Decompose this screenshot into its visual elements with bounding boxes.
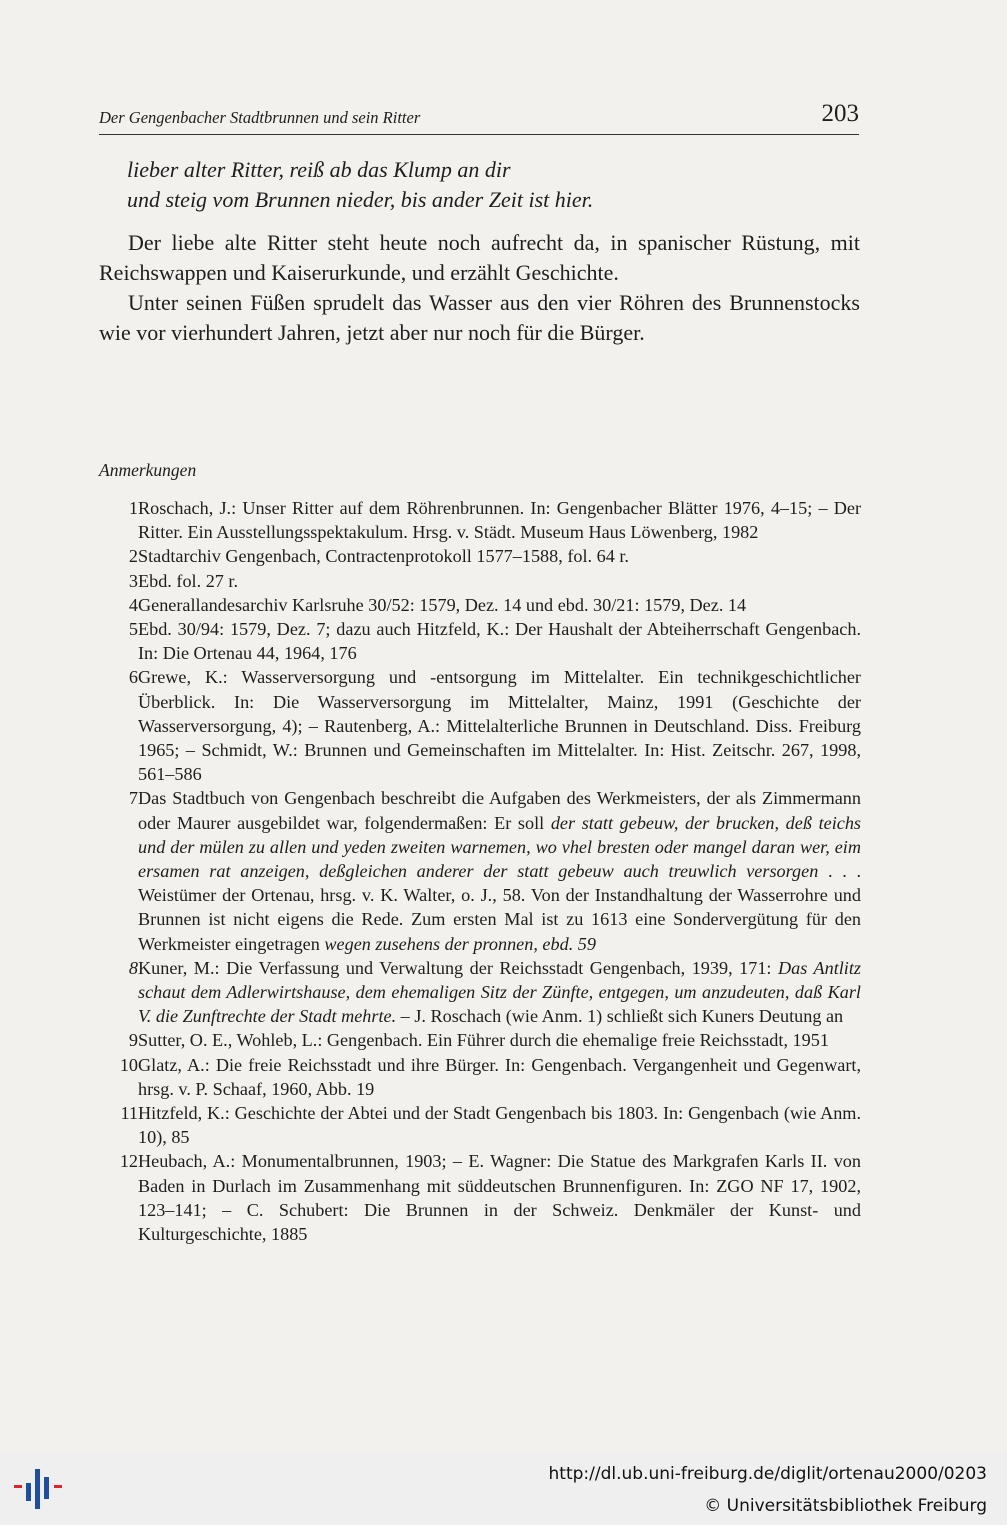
note-segment: Hitzfeld, K.: Geschichte der Abtei und der Stadt Gengenbach bis 1803. In: Gengenbach (wie Anm. 10), 85 xyxy=(138,1103,861,1148)
note-text xyxy=(138,1101,861,1149)
note-item xyxy=(99,1101,861,1149)
note-quote: Das Antlitz schaut dem Adlerwirtshause, dem ehemaligen Sitz der Zünfte, entgegen, um anzudeuten, daß Karl V. die Zunftrechte der Stadt mehrte. xyxy=(138,957,861,1027)
note-segment: Heubach, A.: Monumentalbrunnen, 1903; – E. Wagner: Die Statue des Markgrafen Karls II. von Baden in Durlach im Zusammenhang mit süddeutschen Brunnenfiguren. In: ZGO NF 17, 1902, 123–141; – C. Schubert: Die Brunnen in der Schweiz. Denkmäler der Kunst- und Kulturgeschichte, 1885 xyxy=(138,1151,861,1245)
note-segment: Glatz, A.: Die freie Reichsstadt und ihre Bürger. In: Gengenbach. Vergangenheit und Gegenwart, hrsg. v. P. Schaaf, 1960, Abb. 19 xyxy=(138,1054,861,1099)
note-item xyxy=(99,1028,861,1052)
note-segment: Ebd. 30/94: 1579, Dez. 7; dazu auch Hitzfeld, K.: Der Haushalt der Abteiherrschaft Gengenbach. In: Die Ortenau 44, 1964, 176 xyxy=(138,619,861,664)
note-text xyxy=(138,544,861,568)
running-head xyxy=(99,100,859,135)
note-number: 1 xyxy=(128,498,138,518)
note-number: 9 xyxy=(128,1030,138,1051)
verse-quote xyxy=(127,155,593,215)
note-number: 5 xyxy=(128,619,138,640)
note-text xyxy=(138,1149,861,1246)
notes-list xyxy=(99,496,861,1246)
note-number: 4 xyxy=(128,594,138,615)
note-item xyxy=(99,956,861,1029)
ub-freiburg-logo-icon[interactable] xyxy=(12,1465,64,1513)
note-segment: Sutter, O. E., Wohleb, L.: Gengenbach. Ein Führer durch die ehemalige freie Reichsstadt, 1951 xyxy=(138,1030,829,1051)
verse-line: lieber alter Ritter, reiß ab das Klump an dir xyxy=(127,157,511,182)
running-title: Der Gengenbacher Stadtbrunnen und sein Ritter xyxy=(99,108,421,127)
note-item xyxy=(99,786,861,955)
note-item xyxy=(99,1053,861,1101)
note-number: 10 xyxy=(119,1054,138,1075)
source-url-link[interactable]: http://dl.ub.uni-freiburg.de/diglit/ortenau2000/0203 xyxy=(548,1464,987,1484)
note-number: 3 xyxy=(128,570,138,591)
page-number: 203 xyxy=(821,100,859,127)
body-text xyxy=(99,228,860,348)
note-item xyxy=(99,617,861,665)
note-number: 11 xyxy=(120,1103,138,1124)
note-text xyxy=(138,956,861,1029)
note-text xyxy=(138,496,861,544)
note-segment: Ebd. fol. 27 r. xyxy=(138,570,239,591)
body-paragraph: Der liebe alte Ritter steht heute noch aufrecht da, in spanischer Rüstung, mit Reichswappen und Kaiserurkunde, und erzählt Geschichte. xyxy=(99,230,860,285)
verse-line: und steig vom Brunnen nieder, bis ander Zeit ist hier. xyxy=(127,187,594,212)
note-number: 2 xyxy=(128,546,138,567)
note-item xyxy=(99,665,861,786)
footer-bar xyxy=(0,1452,1007,1525)
note-text xyxy=(138,617,861,665)
note-quote: wegen zusehens der pronnen, ebd. 59 xyxy=(324,933,596,954)
notes-heading: Anmerkungen xyxy=(99,460,197,480)
note-segment: Das Stadtbuch von Gengenbach beschreibt die Aufgaben des Werkmeisters, der als Zimmermann oder Maurer ausgebildet war, folgendermaßen: Er soll xyxy=(138,788,861,833)
note-segment: . . . Weistümer der Ortenau, hrsg. v. K. Walter, o. J., 58. Von der Instandhaltung der Wasserrohre und Brunnen ist nicht eigens die Rede. Zum ersten Mal ist zu 1613 eine Sondervergütung für den Werkmeister eingetragen xyxy=(138,861,862,954)
note-item xyxy=(99,496,861,544)
copyright-notice: © Universitätsbibliothek Freiburg xyxy=(704,1496,987,1516)
note-item xyxy=(99,593,861,617)
note-item xyxy=(99,1149,861,1246)
note-text xyxy=(138,665,861,786)
body-paragraph: Unter seinen Füßen sprudelt das Wasser aus den vier Röhren des Brunnenstocks wie vor vierhundert Jahren, jetzt aber nur noch für die Bürger. xyxy=(99,290,860,345)
note-segment: Generallandesarchiv Karlsruhe 30/52: 1579, Dez. 14 und ebd. 30/21: 1579, Dez. 14 xyxy=(138,594,747,615)
note-text xyxy=(138,1053,861,1101)
note-segment: Stadtarchiv Gengenbach, Contractenprotokoll 1577–1588, fol. 64 r. xyxy=(138,546,629,567)
note-number: 7 xyxy=(128,788,138,809)
note-item xyxy=(99,569,861,593)
note-item xyxy=(99,544,861,568)
note-number: 8 xyxy=(128,957,138,978)
note-text xyxy=(138,1028,861,1052)
note-text xyxy=(138,569,861,593)
note-segment: – J. Roschach (wie Anm. 1) schließt sich Kuners Deutung an xyxy=(396,1006,844,1027)
note-segment: Roschach, J.: Unser Ritter auf dem Röhrenbrunnen. In: Gengenbacher Blätter 1976, 4–15; – Der Ritter. Ein Ausstellungsspektakulum. Hrsg. v. Städt. Museum Haus Löwenberg, 1982 xyxy=(138,498,861,543)
note-number: 6 xyxy=(128,667,138,688)
note-quote: der statt gebeuw, der brucken, deß teichs und der mülen zu allen und yeden zweiten warnemen, wo vhel bresten oder mangel daran wer, eim ersamen rat anzeigen, deßgleichen anderer der statt gebeuw auch treuwlich versorgen xyxy=(138,812,861,882)
note-text xyxy=(138,786,861,955)
note-segment: Grewe, K.: Wasserversorgung und -entsorgung im Mittelalter. Ein technikgeschichtlicher Überblick. In: Die Wasserversorgung im Mittelalter, Mainz, 1991 (Geschichte der Wasserversorgung, 4); – Rautenberg, A.: Mittelalterliche Brunnen in Deutschland. Diss. Freiburg 1965; – Schmidt, W.: Brunnen und Gemeinschaften im Mittelalter. In: Hist. Zeitschr. 267, 1998, 561–586 xyxy=(138,667,861,785)
note-segment: Kuner, M.: Die Verfassung und Verwaltung der Reichsstadt Gengenbach, 1939, 171: xyxy=(138,957,778,978)
note-number: 12 xyxy=(119,1151,138,1172)
note-text xyxy=(138,593,861,617)
